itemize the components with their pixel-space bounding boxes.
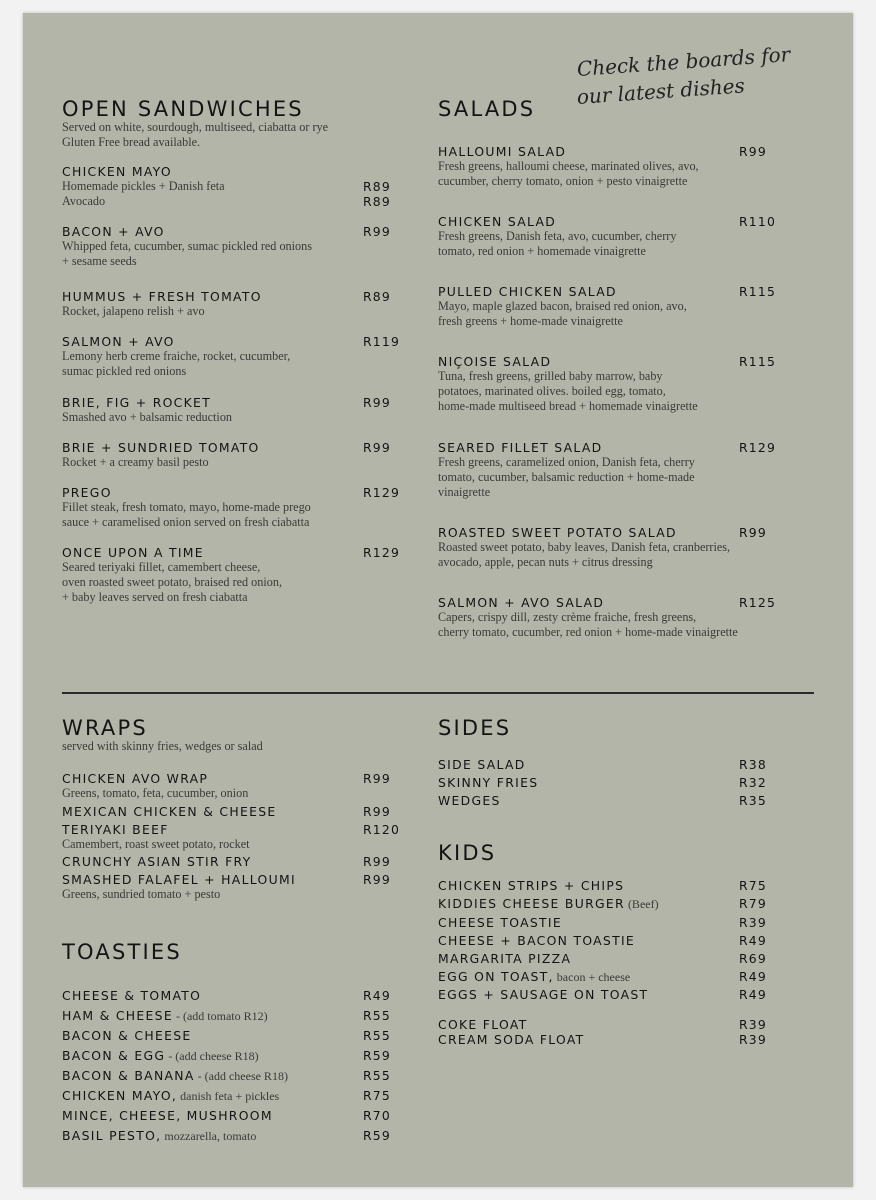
item-price: R39 [739,1017,767,1032]
item-price: R110 [739,214,777,229]
item-name: SALMON + AVO SALAD [438,595,605,610]
item-price: R125 [739,595,777,610]
item-name-text: BACON & BANANA [62,1068,195,1083]
item-description [62,410,362,425]
item-name [438,1017,528,1033]
item-price: R119 [363,334,401,349]
item-price: R75 [739,878,767,893]
sides-title: SIDES [438,716,512,740]
item-price: R129 [363,545,401,560]
description-line: oven roasted sweet potato, braised red onion, [62,575,282,589]
item-name: HALLOUMI SALAD [438,144,567,159]
item-name-text: BASIL PESTO, [62,1128,162,1143]
item-description [62,349,362,379]
item-name-text: CHICKEN MAYO, [62,1088,178,1103]
item-note: - (add cheese R18) [194,1069,288,1083]
item-name-text: MINCE, CHEESE, MUSHROOM [62,1108,273,1123]
item-price: R49 [739,987,767,1002]
item-price: R49 [739,933,767,948]
description-line: potatoes, marinated olives. boiled egg, tomato, [438,384,666,398]
item-name [438,951,571,967]
menu-item [438,144,758,189]
item-price: R39 [739,915,767,930]
item-price: R70 [363,1108,391,1123]
item-name-text: CHEESE TOASTIE [438,915,562,930]
item-name: CRUNCHY ASIAN STIR FRY [62,854,252,869]
item-price: R89 [363,289,391,304]
item-price: R89 [363,179,391,194]
item-name: ONCE UPON A TIME [62,545,204,560]
description-line: home-made multiseed bread + homemade vinaigrette [438,399,698,413]
description-line: Rocket, jalapeno relish + avo [62,304,205,318]
item-price: R35 [739,793,767,808]
description-line: Fresh greens, Danish feta, avo, cucumber, cherry [438,229,677,243]
item-price: R129 [363,485,401,500]
salads-title: SALADS [438,97,536,121]
item-price: R115 [739,354,777,369]
description-line: Fillet steak, fresh tomato, mayo, home-made prego [62,500,311,514]
item-name [438,915,562,931]
menu-item [62,771,248,801]
item-description [438,229,758,259]
item-price: R120 [363,822,401,837]
item-name: BRIE + SUNDRIED TOMATO [62,440,260,455]
item-name: CHICKEN MAYO [62,164,172,179]
description-line: + baby leaves served on fresh ciabatta [62,590,248,604]
menu-item [438,284,758,329]
item-name: HUMMUS + FRESH TOMATO [62,289,262,304]
menu-item [438,525,758,570]
description-line: Whipped feta, cucumber, sumac pickled red onions [62,239,312,253]
menu-item [62,485,362,530]
item-description [62,560,362,605]
item-name [62,1048,259,1064]
menu-item [62,395,362,425]
item-description: Camembert, roast sweet potato, rocket [62,837,250,851]
item-price: R38 [739,757,767,772]
item-name-text: CREAM SODA FLOAT [438,1032,585,1047]
item-price: R115 [739,284,777,299]
description-line: Smashed avo + balsamic reduction [62,410,233,424]
item-name [438,969,630,985]
description-line: Fresh greens, caramelized onion, Danish feta, cherry [438,455,695,469]
description-line: fresh greens + home-made vinaigrette [438,314,623,328]
item-name [62,1128,256,1144]
menu-page [23,13,853,1187]
item-name [438,896,659,912]
item-price: R49 [739,969,767,984]
description-line: Homemade pickles + Danish feta [62,179,225,193]
item-name-text: BACON & EGG [62,1048,166,1063]
description-line: sauce + caramelised onion served on fresh ciabatta [62,515,310,529]
item-description [62,179,402,209]
item-name: SALMON + AVO [62,334,175,349]
open-sandwiches-subtitle [62,120,328,150]
item-price: R55 [363,1008,391,1023]
menu-item [438,440,758,500]
item-price: R99 [363,854,391,869]
item-name-text: KIDDIES CHEESE BURGER [438,896,625,911]
item-price: R99 [739,144,767,159]
description-line: Capers, crispy dill, zesty crème fraiche, fresh greens, [438,610,697,624]
description-line: + sesame seeds [62,254,137,268]
item-name [62,1068,288,1084]
item-price: R79 [739,896,767,911]
item-name: PREGO [62,485,112,500]
wraps-subtitle: served with skinny fries, wedges or salad [62,739,263,753]
kids-title: KIDS [438,841,497,865]
menu-item [438,595,778,640]
menu-item [62,164,402,209]
description-line: Rocket + a creamy basil pesto [62,455,209,469]
item-description [62,500,362,530]
item-name: TERIYAKI BEEF [62,822,169,837]
toasties-title: TOASTIES [62,940,182,964]
item-name-text: EGGS + SAUSAGE ON TOAST [438,987,649,1002]
item-name: CHICKEN SALAD [438,214,557,229]
item-price: R99 [363,872,391,887]
item-name-text: CHEESE + BACON TOASTIE [438,933,636,948]
item-name-text: CHICKEN STRIPS + CHIPS [438,878,625,893]
description-line: Fresh greens, halloumi cheese, marinated olives, avo, [438,159,699,173]
tagline-line: Check the boards for [576,42,791,81]
item-price: R55 [363,1028,391,1043]
description-line: Lemony herb creme fraiche, rocket, cucumber, [62,349,291,363]
description-line: Seared teriyaki fillet, camembert cheese, [62,560,261,574]
item-price: R69 [739,951,767,966]
item-note: (Beef) [624,897,659,911]
item-name: SMASHED FALAFEL + HALLOUMI [62,872,296,887]
item-name [62,988,201,1004]
description-line: Avocado [62,194,106,208]
item-name: BACON + AVO [62,224,165,239]
menu-item [62,440,362,470]
item-price: R49 [363,988,391,1003]
item-price: R32 [739,775,767,790]
item-price: R55 [363,1068,391,1083]
item-price: R75 [363,1088,391,1103]
description-line: Roasted sweet potato, baby leaves, Danish feta, cranberries, [438,540,731,554]
item-name-text: CHEESE & TOMATO [62,988,202,1003]
item-description [62,304,362,319]
item-name [438,987,648,1003]
item-price: R99 [739,525,767,540]
description-line: avocado, apple, pecan nuts + citrus dressing [438,555,653,569]
item-name-text: COKE FLOAT [438,1017,528,1032]
item-name [62,1008,268,1024]
menu-item [438,214,758,259]
description-line: tomato, cucumber, balsamic reduction + home-made [438,470,695,484]
item-note: bacon + cheese [553,970,631,984]
item-name: SIDE SALAD [438,757,526,772]
item-name: SEARED FILLET SALAD [438,440,603,455]
item-description [438,299,758,329]
item-description [438,455,758,500]
item-note: danish feta + pickles [177,1089,280,1103]
item-name-text: MARGARITA PIZZA [438,951,572,966]
item-name: WEDGES [438,793,501,808]
item-price: R99 [363,440,391,455]
description-line: vinaigrette [438,485,491,499]
item-description [438,159,758,189]
item-description: Greens, tomato, feta, cucumber, onion [62,786,249,800]
description-line: Tuna, fresh greens, grilled baby marrow, baby [438,369,663,383]
item-price: R99 [363,804,391,819]
item-description [438,610,778,640]
menu-item [62,545,362,605]
item-price: R39 [739,1032,767,1047]
item-name: CHICKEN AVO WRAP [62,771,209,786]
item-price: R99 [363,224,391,239]
item-name [438,878,624,894]
item-price: R99 [363,395,391,410]
item-note: - (add tomato R12) [172,1009,268,1023]
item-name [62,1028,192,1044]
item-description [438,540,758,570]
item-name [62,1088,279,1104]
item-price: R59 [363,1048,391,1063]
description-line: tomato, red onion + homemade vinaigrette [438,244,646,258]
open-sandwiches-title: OPEN SANDWICHES [62,97,304,121]
item-name [438,933,635,949]
wraps-title: WRAPS [62,716,148,740]
section-divider [62,692,814,694]
item-name-text: EGG ON TOAST, [438,969,554,984]
menu-item [438,354,758,414]
item-note: - (add cheese R18) [165,1049,259,1063]
item-price: R89 [363,194,391,209]
item-price: R99 [363,771,391,786]
menu-item [62,289,362,319]
item-name: PULLED CHICKEN SALAD [438,284,617,299]
item-note: mozzarella, tomato [161,1129,257,1143]
item-name [62,1108,273,1124]
description-line: Mayo, maple glazed bacon, braised red onion, avo, [438,299,687,313]
item-price: R59 [363,1128,391,1143]
item-name: ROASTED SWEET POTATO SALAD [438,525,677,540]
item-name: NIÇOISE SALAD [438,354,552,369]
menu-item [62,224,362,269]
menu-item [62,872,296,902]
menu-item [62,334,362,379]
item-name: BRIE, FIG + ROCKET [62,395,212,410]
item-name-text: HAM & CHEESE [62,1008,173,1023]
item-description [62,455,362,470]
item-name: MEXICAN CHICKEN & CHEESE [62,804,277,819]
description-line: sumac pickled red onions [62,364,187,378]
item-name [438,1032,585,1048]
item-description [62,239,362,269]
subtitle-line: Gluten Free bread available. [62,135,201,149]
item-description [438,369,758,414]
item-name-text: BACON & CHEESE [62,1028,192,1043]
menu-item [62,822,250,852]
item-name: SKINNY FRIES [438,775,539,790]
tagline [576,40,793,111]
description-line: cherry tomato, cucumber, red onion + home-made vinaigrette [438,625,738,639]
tagline-line: our latest dishes [576,73,746,110]
description-line: cucumber, cherry tomato, onion + pesto vinaigrette [438,174,688,188]
item-price: R129 [739,440,777,455]
item-description: Greens, sundried tomato + pesto [62,887,221,901]
subtitle-line: Served on white, sourdough, multiseed, ciabatta or rye [62,120,329,134]
